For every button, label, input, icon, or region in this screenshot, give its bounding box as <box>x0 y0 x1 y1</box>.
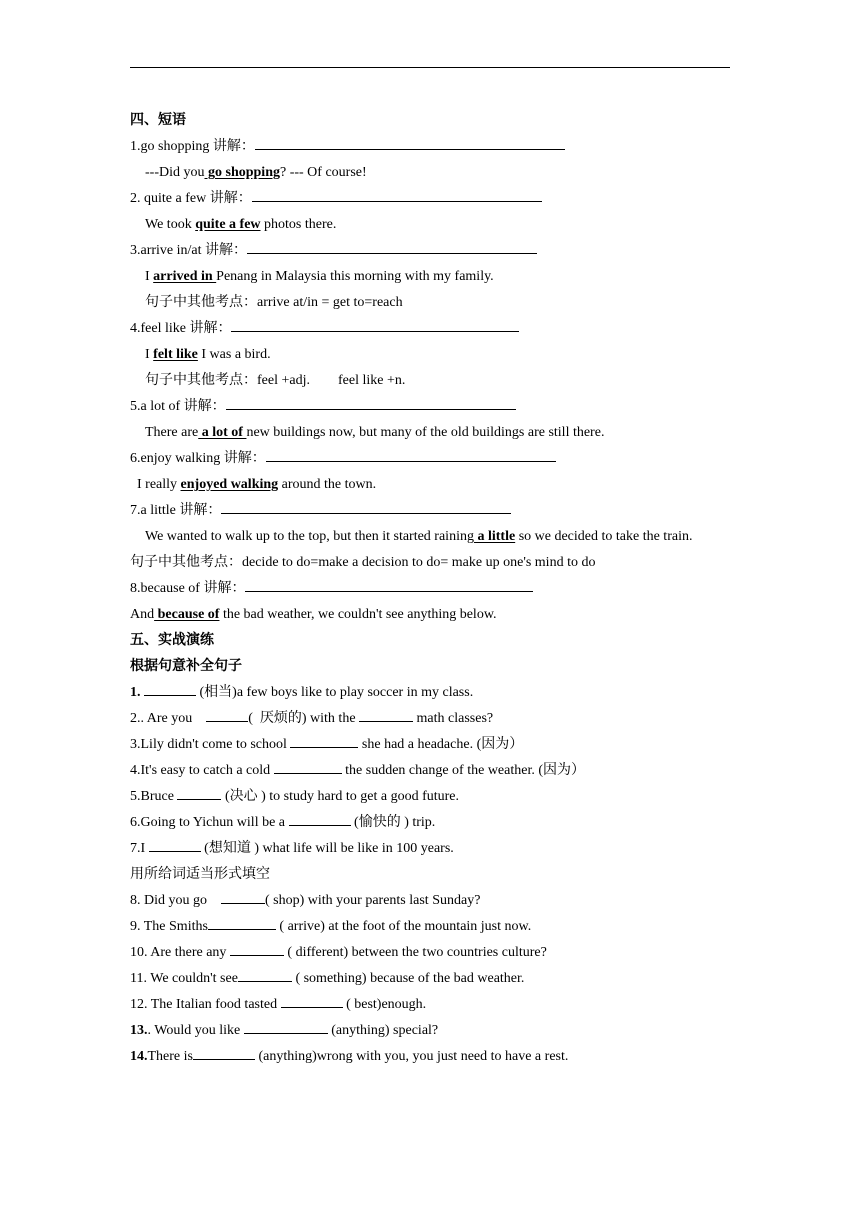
phrase-head: 6.enjoy walking 讲解： <box>130 451 266 466</box>
question-13 <box>130 1018 730 1044</box>
answer-blank[interactable] <box>226 397 516 410</box>
key-phrase: because of <box>154 607 220 622</box>
question-text: math classes? <box>413 711 494 726</box>
question-14 <box>130 1044 730 1070</box>
example-text: We took <box>145 217 196 232</box>
example-text: the bad weather, we couldn't see anything below. <box>219 607 497 622</box>
answer-blank[interactable] <box>245 579 533 592</box>
question-text: 9. The Smiths <box>130 919 208 934</box>
question-text: (想知道 ) what life will be like in 100 years. <box>200 841 454 856</box>
question-text: (anything)wrong with you, you just need to have a rest. <box>254 1049 569 1064</box>
key-phrase: arrived in <box>153 269 217 284</box>
key-phrase: quite a few <box>195 217 261 232</box>
phrase-7 <box>130 498 730 524</box>
question-text: 7.I <box>130 841 149 856</box>
question-text: 5.Bruce <box>130 789 178 804</box>
question-2 <box>130 706 730 732</box>
answer-blank[interactable] <box>266 449 556 462</box>
answer-blank[interactable] <box>177 787 221 800</box>
question-number: 1. <box>130 685 141 700</box>
worksheet <box>130 108 730 1070</box>
example-text: There are <box>145 425 199 440</box>
question-text: (决心 ) to study hard to get a good future. <box>221 789 459 804</box>
question-8 <box>130 888 730 914</box>
answer-blank[interactable] <box>144 683 196 696</box>
key-phrase: a lot of <box>198 425 247 440</box>
question-3 <box>130 732 730 758</box>
header-rule <box>130 67 730 68</box>
key-phrase: go shopping <box>204 165 280 180</box>
phrase-7-note: 句子中其他考点：decide to do=make a decision to do= make up one's mind to do <box>130 555 596 570</box>
question-4 <box>130 758 730 784</box>
subsection-complete-sentences: 根据句意补全句子 <box>130 659 242 674</box>
question-10 <box>130 940 730 966</box>
answer-blank[interactable] <box>244 1021 328 1034</box>
key-phrase: felt like <box>153 347 198 362</box>
answer-blank[interactable] <box>149 839 201 852</box>
phrase-5 <box>130 394 730 420</box>
example-text: ---Did you <box>145 165 205 180</box>
phrase-6 <box>130 446 730 472</box>
question-9 <box>130 914 730 940</box>
question-text: ( different) between the two countries culture? <box>283 945 547 960</box>
question-text: 4.It's easy to catch a cold <box>130 763 274 778</box>
phrase-7-example <box>130 524 730 550</box>
question-text: she had a headache. (因为） <box>358 737 524 752</box>
phrase-head: 4.feel like 讲解： <box>130 321 232 336</box>
answer-blank[interactable] <box>252 189 542 202</box>
question-text: ( 厌烦的) with the <box>248 711 360 726</box>
phrase-head: 8.because of 讲解： <box>130 581 246 596</box>
answer-blank[interactable] <box>274 761 342 774</box>
question-number: 14. <box>130 1049 148 1064</box>
phrase-4-note: 句子中其他考点：feel +adj. feel like +n. <box>145 373 406 388</box>
question-text: the sudden change of the weather. (因为） <box>341 763 586 778</box>
answer-blank[interactable] <box>193 1047 255 1060</box>
example-text: We wanted to walk up to the top, but then it started raining <box>145 529 474 544</box>
question-text: ( shop) with your parents last Sunday? <box>265 893 481 908</box>
question-text: 3.Lily didn't come to school <box>130 737 291 752</box>
example-text: photos there. <box>260 217 337 232</box>
phrase-8 <box>130 576 730 602</box>
answer-blank[interactable] <box>255 137 565 150</box>
example-text: Penang in Malaysia this morning with my family. <box>216 269 494 284</box>
question-5 <box>130 784 730 810</box>
question-text: 2.. Are you <box>130 711 207 726</box>
phrase-3 <box>130 238 730 264</box>
example-text: ? --- Of course! <box>279 165 367 180</box>
example-text: I really <box>137 477 181 492</box>
phrase-8-example <box>130 602 730 628</box>
question-text: 6.Going to Yichun will be a <box>130 815 289 830</box>
question-text: ( best)enough. <box>342 997 427 1012</box>
phrase-head: 5.a lot of 讲解： <box>130 399 226 414</box>
answer-blank[interactable] <box>221 501 511 514</box>
question-text: There is <box>147 1049 193 1064</box>
answer-blank[interactable] <box>238 969 292 982</box>
answer-blank[interactable] <box>281 995 343 1008</box>
question-text: (愉快的 ) trip. <box>350 815 436 830</box>
question-text: ( arrive) at the foot of the mountain just now. <box>275 919 532 934</box>
answer-blank[interactable] <box>230 943 284 956</box>
phrase-5-example <box>130 420 730 446</box>
answer-blank[interactable] <box>221 891 265 904</box>
phrase-3-note: 句子中其他考点：arrive at/in = get to=reach <box>145 295 403 310</box>
question-text: 10. Are there any <box>130 945 230 960</box>
question-7 <box>130 836 730 862</box>
answer-blank[interactable] <box>231 319 519 332</box>
question-number: 13. <box>130 1023 148 1038</box>
question-12 <box>130 992 730 1018</box>
phrase-head: 2. quite a few 讲解： <box>130 191 252 206</box>
question-text: 12. The Italian food tasted <box>130 997 281 1012</box>
answer-blank[interactable] <box>208 917 276 930</box>
answer-blank[interactable] <box>247 241 537 254</box>
section-5-title: 五、实战演练 <box>130 633 214 648</box>
example-text: new buildings now, but many of the old buildings are still there. <box>246 425 605 440</box>
phrase-head: 1.go shopping 讲解： <box>130 139 255 154</box>
answer-blank[interactable] <box>359 709 413 722</box>
question-text: . Would you like <box>147 1023 244 1038</box>
question-6 <box>130 810 730 836</box>
phrase-head: 7.a little 讲解： <box>130 503 222 518</box>
subsection-word-forms: 用所给词适当形式填空 <box>130 867 270 882</box>
phrase-3-example <box>130 264 730 290</box>
answer-blank[interactable] <box>206 709 248 722</box>
section-4-title: 四、短语 <box>130 113 186 128</box>
phrase-6-example <box>130 472 730 498</box>
answer-blank[interactable] <box>290 735 358 748</box>
phrase-2-example <box>130 212 730 238</box>
answer-blank[interactable] <box>289 813 351 826</box>
phrase-2 <box>130 186 730 212</box>
question-text: 11. We couldn't see <box>130 971 238 986</box>
key-phrase: a little <box>473 529 516 544</box>
question-text: (相当)a few boys like to play soccer in my class. <box>196 685 474 700</box>
example-text: I <box>145 269 154 284</box>
phrase-head: 3.arrive in/at 讲解： <box>130 243 248 258</box>
question-text: ( something) because of the bad weather. <box>291 971 525 986</box>
phrase-4-example <box>130 342 730 368</box>
example-text: around the town. <box>278 477 377 492</box>
example-text: I <box>145 347 154 362</box>
example-text: And <box>130 607 155 622</box>
example-text: I was a bird. <box>197 347 271 362</box>
question-1 <box>130 680 730 706</box>
phrase-4 <box>130 316 730 342</box>
example-text: so we decided to take the train. <box>515 529 693 544</box>
question-text: (anything) special? <box>327 1023 439 1038</box>
key-phrase: enjoyed walking <box>180 477 279 492</box>
phrase-1-example <box>130 160 730 186</box>
phrase-1 <box>130 134 730 160</box>
question-11 <box>130 966 730 992</box>
question-text: 8. Did you go <box>130 893 221 908</box>
